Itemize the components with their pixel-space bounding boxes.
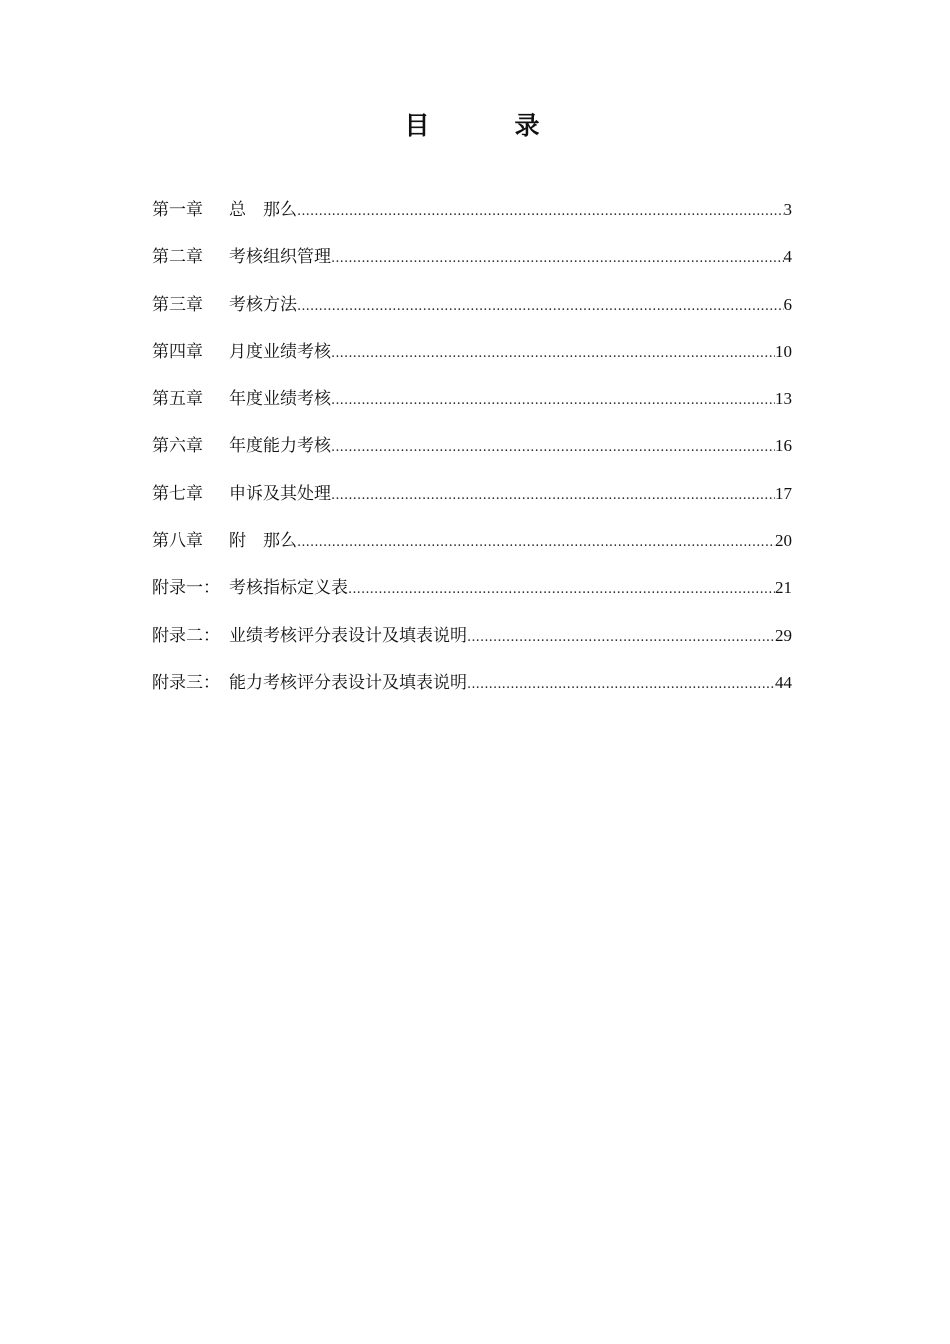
toc-entry-label [152,338,331,366]
toc-dot-leader [331,434,775,462]
toc-entry-label [152,574,348,602]
toc-entry-number: 附录一： [152,578,220,599]
toc-dot-leader [297,198,784,226]
toc-dot-leader [467,624,775,652]
toc-entry-label [152,432,331,460]
toc-entry-label [152,527,297,555]
toc-dot-leader [467,671,775,699]
toc-entry[interactable] [152,338,792,385]
toc-entry[interactable] [152,622,792,669]
toc-entry-title: 总 那么 [229,200,297,220]
toc-entry-page: 6 [783,294,792,314]
toc-entry[interactable] [152,196,792,243]
toc-entry-title: 月度业绩考核 [229,341,331,362]
toc-entry-page: 29 [775,625,792,645]
toc-entry-label [152,385,331,413]
toc-entry[interactable] [152,291,792,338]
toc-entry-number: 第一章 [152,200,203,220]
toc-entry-title: 年度业绩考核 [229,389,331,410]
toc-dot-leader [297,293,784,321]
toc-entry-number: 第八章 [152,531,203,552]
toc-entry-label [152,622,467,650]
toc-entry[interactable] [152,243,792,290]
toc-entry-page: 16 [775,436,792,456]
toc-entry-number: 附录二： [152,625,220,646]
toc-entry-label [152,291,297,319]
toc-dot-leader [331,482,775,510]
toc-entry[interactable] [152,669,792,716]
toc-entry-label [152,480,331,508]
toc-dot-leader [331,340,775,368]
toc-entry-title: 能力考核评分表设计及填表说明 [229,672,467,693]
toc-entry-number: 附录三： [152,672,220,693]
toc-entry-title: 考核指标定义表 [229,578,348,599]
toc-entry[interactable] [152,527,792,574]
toc-entry-title: 业绩考核评分表设计及填表说明 [229,625,467,646]
toc-entry-page: 13 [775,389,792,409]
toc-entry-page: 10 [775,341,792,361]
toc-entry-page: 17 [775,483,792,503]
toc-entry-page: 3 [783,200,792,219]
toc-dot-leader [331,387,775,415]
toc-dot-leader [331,245,784,273]
toc-entry[interactable] [152,385,792,432]
toc-entry-number: 第二章 [152,247,203,268]
toc-entry-number: 第五章 [152,389,203,410]
toc-entry-page: 4 [783,247,792,267]
toc-entry-label [152,669,467,697]
toc-entry-number: 第四章 [152,341,203,362]
toc-dot-leader [297,529,775,557]
toc-entry-title: 考核组织管理 [229,247,331,268]
toc-entry-title: 考核方法 [229,294,297,315]
toc-list [152,196,792,716]
toc-title: 目 录 [404,111,570,140]
toc-entry[interactable] [152,480,792,527]
toc-dot-leader [348,576,775,604]
toc-entry-label [152,243,331,271]
toc-entry-title: 申诉及其处理 [229,483,331,504]
toc-entry-number: 第六章 [152,436,203,457]
toc-entry[interactable] [152,432,792,479]
toc-entry[interactable] [152,574,792,621]
toc-entry-number: 第三章 [152,294,203,315]
toc-entry-page: 44 [775,672,792,692]
toc-entry-title: 附 那么 [229,531,297,552]
toc-entry-title: 年度能力考核 [229,436,331,457]
toc-entry-number: 第七章 [152,483,203,504]
toc-entry-page: 20 [775,531,792,551]
toc-entry-label [152,196,297,224]
toc-entry-page: 21 [775,578,792,598]
